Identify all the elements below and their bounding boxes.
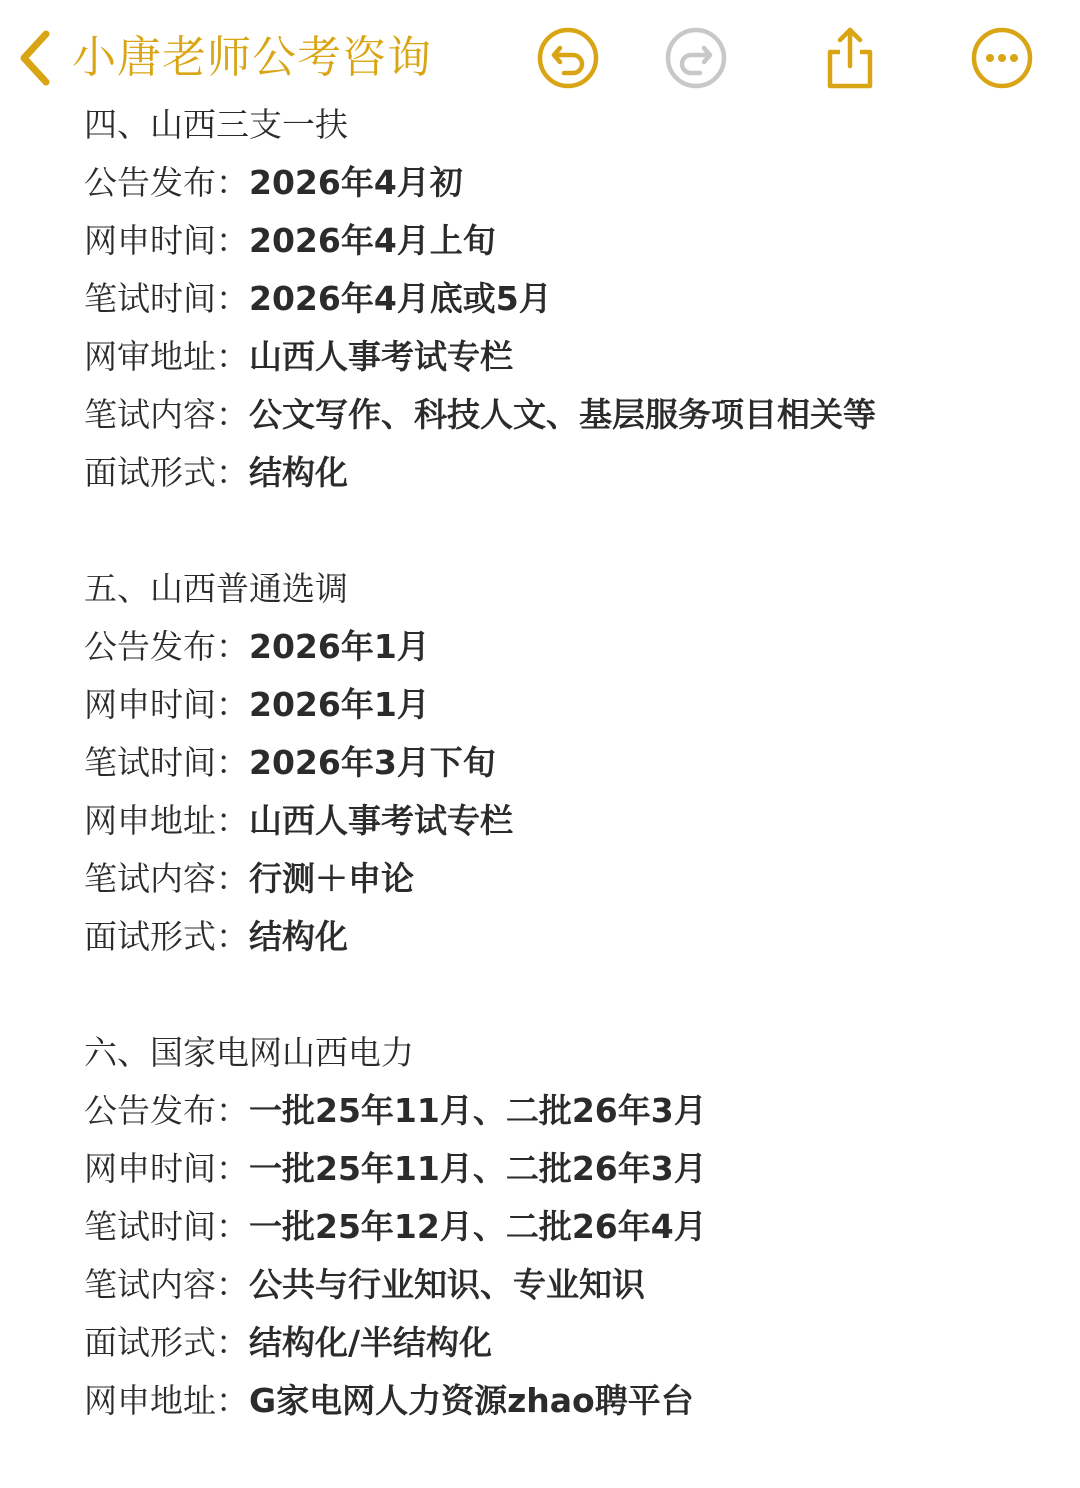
- section-title: 六、国家电网山西电力: [84, 1033, 414, 1072]
- info-row: 面试形式：结构化: [84, 917, 348, 956]
- info-row: 网申地址：山西人事考试专栏: [84, 801, 513, 840]
- info-row: 笔试时间：一批25年12月、二批26年4月: [84, 1207, 707, 1246]
- info-row: 网申时间：2026年4月上旬: [84, 221, 496, 260]
- info-row: 公告发布：2026年4月初: [84, 163, 463, 202]
- info-row: 公告发布：一批25年11月、二批26年3月: [84, 1091, 707, 1130]
- section-title: 四、山西三支一扶: [84, 105, 348, 144]
- info-row: 网审地址：山西人事考试专栏: [84, 337, 513, 376]
- share-icon[interactable]: [818, 26, 882, 90]
- more-icon[interactable]: [970, 26, 1034, 90]
- section-state-grid: [84, 1024, 1044, 1430]
- info-row: 笔试时间：2026年4月底或5月: [84, 279, 552, 318]
- section-title: 五、山西普通选调: [84, 569, 348, 608]
- back-button[interactable]: [14, 22, 432, 94]
- back-label: 小唐老师公考咨询: [72, 32, 432, 83]
- info-row: 笔试时间：2026年3月下旬: [84, 743, 496, 782]
- note-content: [84, 96, 1044, 1488]
- section-sanzhi-yifu: [84, 96, 1044, 502]
- section-putong-xuandiao: [84, 560, 1044, 966]
- info-row: 面试形式：结构化/半结构化: [84, 1323, 493, 1362]
- redo-icon[interactable]: [664, 26, 728, 90]
- undo-icon[interactable]: [536, 26, 600, 90]
- info-row: 笔试内容：公共与行业知识、专业知识: [84, 1265, 645, 1304]
- info-row: 网申时间：2026年1月: [84, 685, 430, 724]
- info-row: 笔试内容：行测＋申论: [84, 859, 414, 898]
- info-row: 网申地址：G家电网人力资源zhao聘平台: [84, 1381, 694, 1420]
- info-row: 面试形式：结构化: [84, 453, 348, 492]
- info-row: 网申时间：一批25年11月、二批26年3月: [84, 1149, 707, 1188]
- chevron-left-icon: [14, 22, 54, 94]
- info-row: 公告发布：2026年1月: [84, 627, 430, 666]
- info-row: 笔试内容：公文写作、科技人文、基层服务项目相关等: [84, 395, 876, 434]
